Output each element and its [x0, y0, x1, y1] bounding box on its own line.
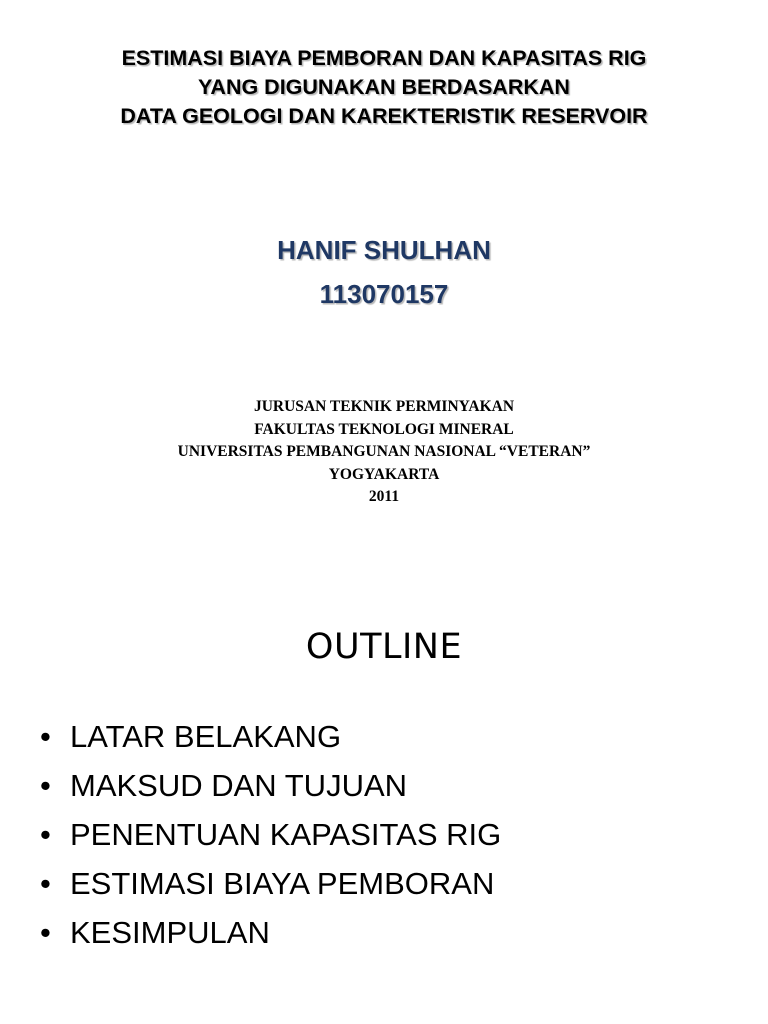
outline-item-label: LATAR BELAKANG	[70, 719, 342, 754]
institution-block	[0, 396, 768, 509]
title-line-2: YANG DIGUNAKAN BERDASARKAN	[198, 75, 570, 99]
outline-item	[40, 761, 501, 810]
outline-item	[40, 810, 501, 859]
city-line: YOGYAKARTA	[328, 465, 440, 483]
outline-list	[40, 712, 501, 957]
bullet-icon: •	[40, 768, 51, 803]
student-id: 113070157	[319, 279, 449, 309]
outline-item-label: PENENTUAN KAPASITAS RIG	[70, 817, 502, 852]
bullet-icon: •	[40, 915, 51, 950]
title-line-3: DATA GEOLOGI DAN KAREKTERISTIK RESERVOIR	[120, 104, 648, 128]
author-block	[0, 228, 768, 316]
bullet-icon: •	[40, 866, 51, 901]
author-name: HANIF SHULHAN	[277, 235, 491, 265]
year-line: 2011	[368, 488, 400, 505]
university-line: UNIVERSITAS PEMBANGUNAN NASIONAL “VETERAN”	[177, 443, 591, 460]
outline-item-label: ESTIMASI BIAYA PEMBORAN	[70, 866, 495, 901]
outline-item	[40, 908, 501, 957]
faculty-line: FAKULTAS TEKNOLOGI MINERAL	[254, 420, 514, 438]
outline-heading: OUTLINE	[305, 627, 463, 667]
title-line-1: ESTIMASI BIAYA PEMBORAN DAN KAPASITAS RIG	[121, 46, 647, 70]
outline-item	[40, 712, 501, 761]
department-line: JURUSAN TEKNIK PERMINYAKAN	[253, 398, 515, 415]
bullet-icon: •	[40, 817, 51, 852]
document-title	[0, 44, 768, 131]
outline-item-label: KESIMPULAN	[70, 915, 270, 950]
bullet-icon: •	[40, 719, 51, 754]
outline-item-label: MAKSUD DAN TUJUAN	[70, 768, 408, 803]
outline-item	[40, 859, 501, 908]
